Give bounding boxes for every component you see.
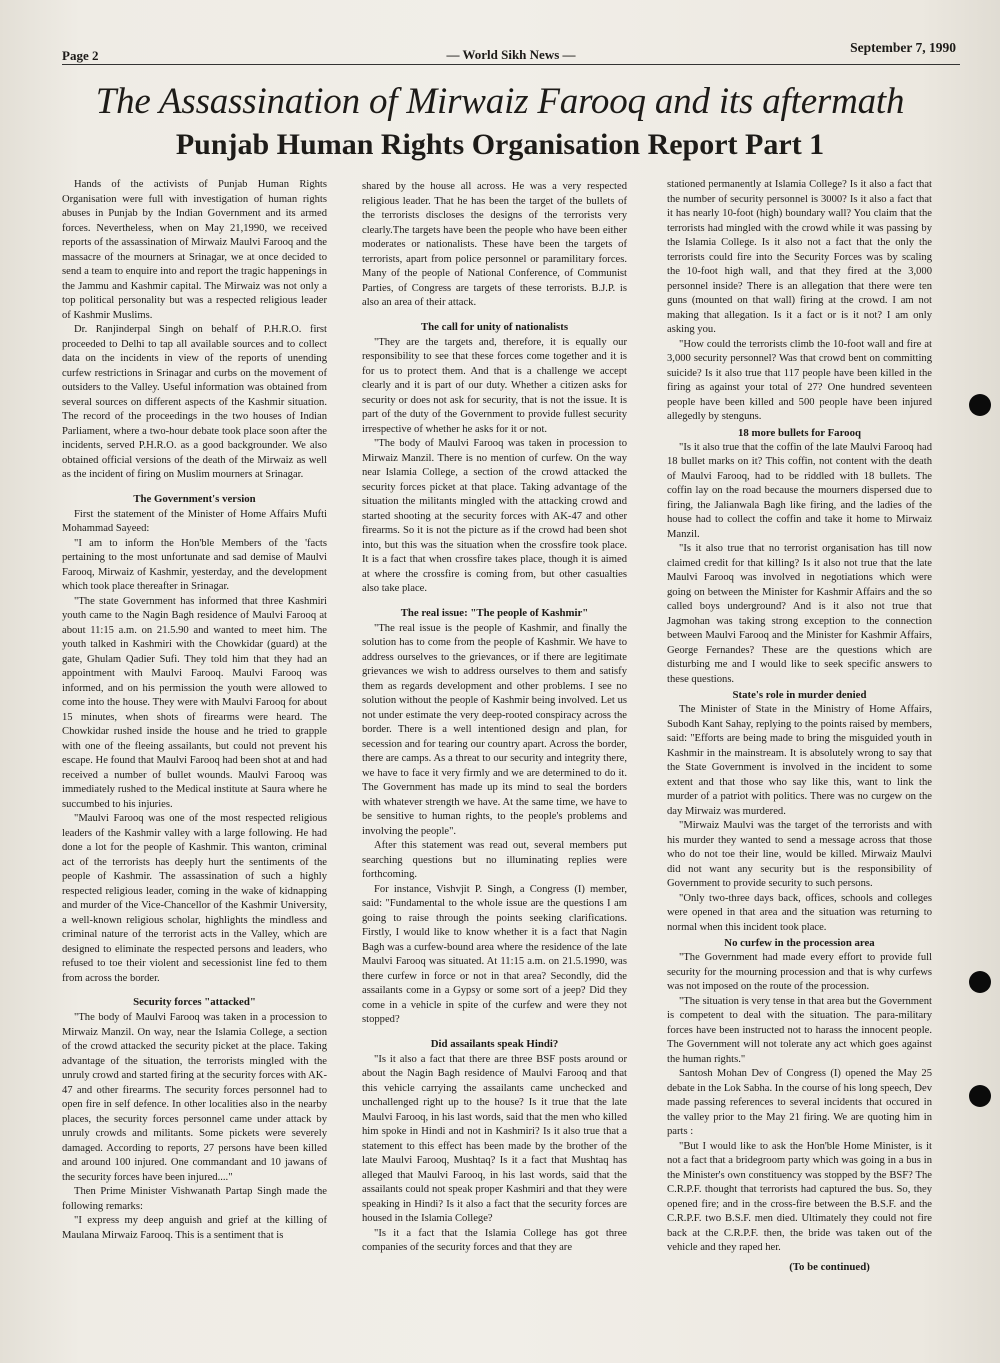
paragraph: shared by the house all across. He was a very respected religious leader. That he has been the target of the bullets of the terrorists discloses the designs of the terrorists very clearly.The targets have been the people who have been either moderates or nationalists. These have been the targets of terrorists, apart from police personnel or paramilitary forces. Many of the people of National Conference, of Communist Parties, of Congress are targets of these terrorists. B.J.P. is also an area of their attack. xyxy=(362,181,627,308)
paragraph: stationed permanently at Islamia College? Is it also a fact that the number of security personnel is 3000? Is it also a fact that it has nearly 10-foot (high) boundary wall? You claim that the terrorists had mingled with the crowd while it was passing by the Islamia College. Is it also not a fact that the only the terrorists could fire into the Security Forces was by scaling the 10-foot high wall, and that they fired at the 3,000 personnel inside? There is an allegation that there were ten guns (mounted on that wall) firing at the crowd. I am not making that allegation. Is it a fact or is it not? I am only asking you. xyxy=(667,179,932,335)
binder-hole-icon xyxy=(969,394,991,416)
paragraph: After this statement was read out, several members put searching questions but no illuminating replies were forthcoming. xyxy=(362,840,627,880)
paragraph: Dr. Ranjinderpal Singh on behalf of P.H.R.O. first proceeded to Delhi to tap all available sources and to collect data on the incidents in view of the reports of unending curfew restrictions in Srinagar and curbs on the movement of outsiders to the Valley. Useful information was obtained from several sources on different aspects of the Kashmir situation. The record of the proceedings in the two houses of Indian Parliament, where a two-hour debate took place soon after the incidents, served P.H.R.O. as a good backgrounder. We also obtained official versions of the death of the Mirwaiz as well as the incident of firing on Muslim mourners at Srinagar. xyxy=(62,324,327,480)
paragraph: "The Government had made every effort to provide full security for the mourning procession and that is why curfews was not imposed on the route of the procession. xyxy=(667,952,932,992)
section-heading: State's role in murder denied xyxy=(732,689,867,701)
section-heading: The Government's version xyxy=(133,492,256,505)
paragraph: "I express my deep anguish and grief at the killing of Maulana Mirwaiz Farooq. This is a sentiment that is xyxy=(62,1215,327,1241)
paragraph: Santosh Mohan Dev of Congress (I) opened the May 25 debate in the Lok Sabha. In the course of his long speech, Dev made passing references to several incidents that occured in the valley prior to the May 21 firing. We are quoting him in parts : xyxy=(667,1068,932,1137)
paragraph: "I am to inform the Hon'ble Members of the 'facts pertaining to the most unfortunate and sad demise of Maulvi Farooq, Mirwaiz of Kashmir, yesterday, and the development which took place thereafter in Srinagar. xyxy=(62,537,327,592)
paragraph: "The body of Maulvi Farooq was taken in procession to Mirwaiz Manzil. There is no mention of curfew. On the way near Islamia College, a section of the crowd attacked the security forces picket at that place. Taking advantage of the situation the militants mingled with the attacking crowd and started shooting at the security forces with AK-47 and other firearms. So it is not the picture as if the crowd had been shot into, but this was the situation when the crossfire took place. It is a fact that when crossfire takes place, though it is aimed at where the crossfire is coming from, but other casualties also take place. xyxy=(362,438,627,594)
page-number: Page 2 xyxy=(62,48,99,63)
section-heading: The real issue: "The people of Kashmir" xyxy=(400,606,589,619)
section-heading: No curfew in the procession area xyxy=(724,937,875,949)
section-heading: The call for unity of nationalists xyxy=(420,320,569,333)
paragraph: "They are the targets and, therefore, it is equally our responsibility to see that these forces come together and it is for us to protect them. And that is a challenge we accept clearly and it is part of our duty. Whether a citizen asks for security or does not ask for security, that is not the issue. It is part of the duty of the Government to provide fullest security irrespective of whether he asks for it or not. xyxy=(362,336,627,435)
article-title: The Assassination of Mirwaiz Farooq and its aftermath xyxy=(95,81,905,122)
paragraph: The Minister of State in the Ministry of Home Affairs, Subodh Kant Sahay, replying to the points raised by members, said: "Efforts are being made to bring the misguided youth in Kashmir in the mainstream. It is absolutely wrong to say that the State Government is involved in the incident to some extent and that those who say like this, want to link the murder of a patriot with politics. There was no curgew on the day Mirwaiz was murdered. xyxy=(667,704,932,817)
paragraph: For instance, Vishvjit P. Singh, a Congress (I) member, said: "Fundamental to the whole issue are the questions I am going to raise through the points seeking clarifications. Firstly, I would like to know whether it is a fact that Nagin Bagh was a curfew-bound area where the residence of the late Maulvi Farooq was situated. At 11:15 a.m. on 21.5.1990, was there curfew in force or not in that area? Secondly, did the assailants come in a Gypsy or some sort of a jeep? Did they come in a vehicle in spite of the curfew and were they not stopped? xyxy=(362,883,627,1025)
paragraph: "Is it also true that no terrorist organisation has till now claimed credit for that killing? Is it also not true that the late Maulvi Farooq was involved in negotiations which were going on between the Minister for Kashmir Affairs and the so called boys underground? And is it also not true that Jagmohan was taking strong exception to the connection between Maulvi Farooq and the Minister for Kashmir Affairs, George Fernandes? These are the questions which are disturbing me and I would like to seek specific answers to these questions. xyxy=(667,543,932,685)
continued-note: (To be continued) xyxy=(789,1260,870,1273)
paragraph: Hands of the activists of Punjab Human Rights Organisation were full with investigation of human rights abuses in Punjab by the Indian Government and its armed forces. Nevertheless, when on May 21,1990, we received reports of the assassination of Mirwaiz Maulvi Farooq and the massacre of the mourners at Srinagar, we at once decided to send a team to enquire into and report the tragic happenings in the Jammu and Kashmir capital. The Mirwaiz was not only a top political personality but was a respected religious leader of Kashmir Muslims. xyxy=(62,179,327,321)
paragraph: "How could the terrorists climb the 10-foot wall and fire at 3,000 security personnel? Was that crowd bent on committing suicide? Is it also true that 117 people have been killed in the firing as against your total of 27? One hundred seventeen people have been killed and 500 people have been injured allegedly by stenguns. xyxy=(667,338,932,422)
newspaper-name: — World Sikh News — xyxy=(446,47,576,62)
binder-hole-icon xyxy=(969,1085,991,1107)
section-heading: Security forces "attacked" xyxy=(133,996,256,1008)
paragraph: "Only two-three days back, offices, schools and colleges were opened in that area and the situation was returning to normal when this incident took place. xyxy=(667,892,932,933)
paragraph: "Is it a fact that the Islamia College has got three companies of the security forces and that they are xyxy=(362,1227,627,1253)
paragraph: "Is it also true that the coffin of the late Maulvi Farooq had 18 bullet marks on it? This coffin, not content with the death of Maulvi Farooq, had to be riddled with 18 bullets. The coffin lay on the road because the mourners dispersed due to firing, the Jalianwala Bagh like firing, and the ladies of the house had to collect the coffin and take it home to Mirwaiz Manzil. xyxy=(667,441,932,540)
article-subtitle: Punjab Human Rights Organisation Report Part 1 xyxy=(175,128,825,161)
column-1 xyxy=(62,178,327,1243)
page-header xyxy=(62,38,960,65)
paragraph: First the statement of the Minister of Home Affairs Mufti Mohammad Sayeed: xyxy=(62,508,327,534)
paragraph: "Maulvi Farooq was one of the most respected religious leaders of the Kashmir valley with a large following. He had done a lot for the people of Kashmir. This wanton, criminal act of the terrorists has deeply hurt the sentiments of the people of Kashmir. The assassination of such a highly respected religious leader, coming in the wake of kidnapping and murder of the Vice-Chancellor of the Kashmir University, a well-known religious scholar, highlights the mindless and criminal nature of the terrorist acts in the Valley, which are designed to eliminate the respected persons and leaders, who refused to toe their violent and secessionist line fed to them from across the border. xyxy=(62,813,327,984)
section-heading: Did assailants speak Hindi? xyxy=(430,1037,559,1050)
column-3 xyxy=(667,178,932,1274)
paragraph: "But I would like to ask the Hon'ble Home Minister, is it not a fact that a bridegroom party which was going in a bus in the Minister's own constituency was stopped by the BSF? The C.R.P.F. thought that terrorists had captured the bus. So, they opened fire; and in the cross-fire between the B.S.F. and the C.R.P.F. two B.S.F. men died. Ultimately they could not fire back at the C.R.P.F. then, the bride was taken out of the vehicle and they raped her. xyxy=(667,1140,932,1253)
paragraph: "The situation is very tense in that area but the Government is competent to deal with the situation. The para-military forces have been instructed not to harass the innocent people. The Government will not tolerate any act which goes against the human rights." xyxy=(667,995,932,1065)
paragraph: "The real issue is the people of Kashmir, and finally the solution has to come from the people of Kashmir. We have to address ourselves to the grievances, or if there are legitimate grievances we wish to address ourselves to them and satisfy them as regards development and other problems. I see no solution without the people of Kashmir being involved. Let us not under estimate the very deep-rooted conspiracy across the border. There is a well intentioned design and plan, for secession and for tearing our country apart. Across the border, there are camps. As a threat to our security and integrity there, we have to face it very firmly and we are determined to do it. The Government has made up its mind to seal the borders with whatever strength we have. At the same time, we have to be sensitive to human rights, to the people's problems and involving the people". xyxy=(362,622,627,837)
paragraph: "The body of Maulvi Farooq was taken in a procession to Mirwaiz Manzil. On way, near the Islamia College, a section of the crowd attacked the security picket at the place. Taking advantage of the situation, the terrorists mingled with the unruly crowd and started firing at the security forces with AK-47 and other firearms. The security forces personnel had to open fire in self defence. In other localities also in the nearby places, the security forces personnel came under attack by unruly crowds and militants. Some pickets were severely damaged. According to reports, 27 persons have been killed and around 100 injured. One commandant and 10 jawans of the security forces have been injured...." xyxy=(62,1012,327,1183)
binder-hole-icon xyxy=(969,971,991,993)
column-2 xyxy=(362,180,627,1256)
paragraph: Then Prime Minister Vishwanath Partap Singh made the following remarks: xyxy=(62,1186,327,1212)
issue-date: September 7, 1990 xyxy=(850,40,956,55)
paragraph: "Is it also a fact that there are three BSF posts around or about the Nagin Bagh residence of Maulvi Farooq and that this vehicle carrying the assailants came unchecked and unchallenged right up to the house? Is it true that the late Maulvi Farooq, in his last words, said that the men who killed him spoke in Hindi and not in Kashmiri? Is it also true that a statement to this effect has been made by the brother of the late Maulvi Farooq, Mushtaq? Is it a fact that Mushtaq has alleged that Maulvi Farooq, in his last words, said that the assailants could not speak proper Kashmiri and that they were speaking in Hindi? Is it also a fact that the security forces are housed in the Islamia College? xyxy=(362,1053,627,1224)
paragraph: "Mirwaiz Maulvi was the target of the terrorists and with his murder they wanted to send a message across that those who do not toe their line, would be killed. Mirwaiz Maulvi did not want any security but is the responsibility of Government to provide security to such persons. xyxy=(667,820,932,889)
paragraph: "The state Government has informed that three Kashmiri youth came to the Nagin Bagh residence of Maulvi Farooq at about 11:15 a.m. on 21.5.90 and wanted to meet him. The youth talked in Kashmiri with the Chowkidar (guard) at the gate, Ghulam Qadier Sufi. They told him that they had an appointment with Maulvi Farooq. Maulvi Farooq was informed, and on his permission the youth were allowed to come into the house. They were with Maulvi Farooq for about 15 minutes, when shots of firearms were heard. The Chowkidar rushed inside the house and he tried to grapple with one of the fleeing assailants, but could not prevent his escape. He found that Maulvi Farooq had been shot at and had received a number of bullet wounds. Maulvi Farooq was immediately rushed to the Medical institute at Saura where he succumbed to his injuries. xyxy=(62,595,327,810)
section-heading: 18 more bullets for Farooq xyxy=(738,426,861,439)
